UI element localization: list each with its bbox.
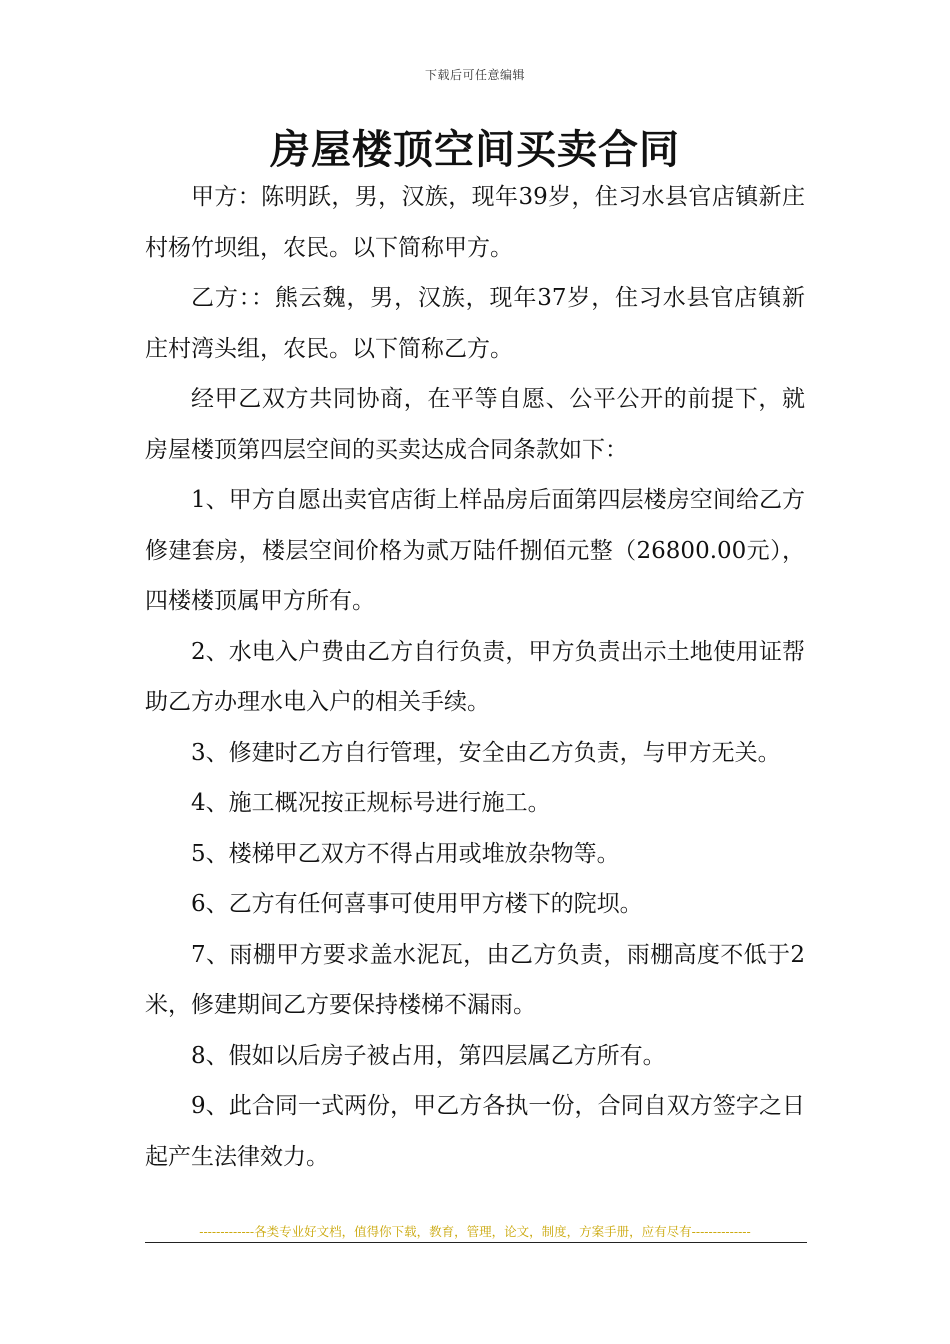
clause-3: 3、修建时乙方自行管理，安全由乙方负责，与甲方无关。 — [191, 739, 781, 766]
document-title: 房屋楼顶空间买卖合同 — [270, 127, 680, 173]
footer-note: -------------各类专业好文档，值得你下载，教育，管理，论文，制度，方案手册，应有尽有-------------- — [199, 1224, 751, 1239]
preamble-paragraph: 经甲乙双方共同协商，在平等自愿、公平公开的前提下，就房屋楼顶第四层空间的买卖达成合同条款如下： — [145, 386, 805, 463]
party-a-paragraph: 甲方：陈明跃，男，汉族，现年39岁，住习水县官店镇新庄村杨竹坝组，农民。以下简称甲方。 — [145, 184, 805, 261]
clause-9: 9、此合同一式两份，甲乙方各执一份，合同自双方签字之日起产生法律效力。 — [145, 1093, 805, 1170]
header-note: 下载后可任意编辑 — [424, 68, 525, 82]
footer-divider — [145, 1242, 807, 1243]
clause-1: 1、甲方自愿出卖官店街上样品房后面第四层楼房空间给乙方修建套房，楼层空间价格为贰万陆仟捌佰元整（26800.00元），四楼楼顶属甲方所有。 — [145, 487, 805, 614]
clause-2: 2、水电入户费由乙方自行负责，甲方负责出示土地使用证帮助乙方办理水电入户的相关手续。 — [145, 638, 805, 715]
clause-4: 4、施工概况按正规标号进行施工。 — [191, 790, 551, 816]
clause-6: 6、乙方有任何喜事可使用甲方楼下的院坝。 — [191, 891, 643, 917]
party-b-paragraph: 乙方：：熊云魏，男，汉族，现年37岁，住习水县官店镇新庄村湾头组，农民。以下简称乙方。 — [145, 285, 805, 362]
contract-body — [145, 172, 805, 1182]
clause-5: 5、楼梯甲乙双方不得占用或堆放杂物等。 — [191, 840, 620, 867]
clause-8: 8、假如以后房子被占用，第四层属乙方所有。 — [191, 1042, 666, 1069]
clause-7: 7、雨棚甲方要求盖水泥瓦，由乙方负责，雨棚高度不低于2米，修建期间乙方要保持楼梯不漏雨。 — [145, 941, 805, 1018]
